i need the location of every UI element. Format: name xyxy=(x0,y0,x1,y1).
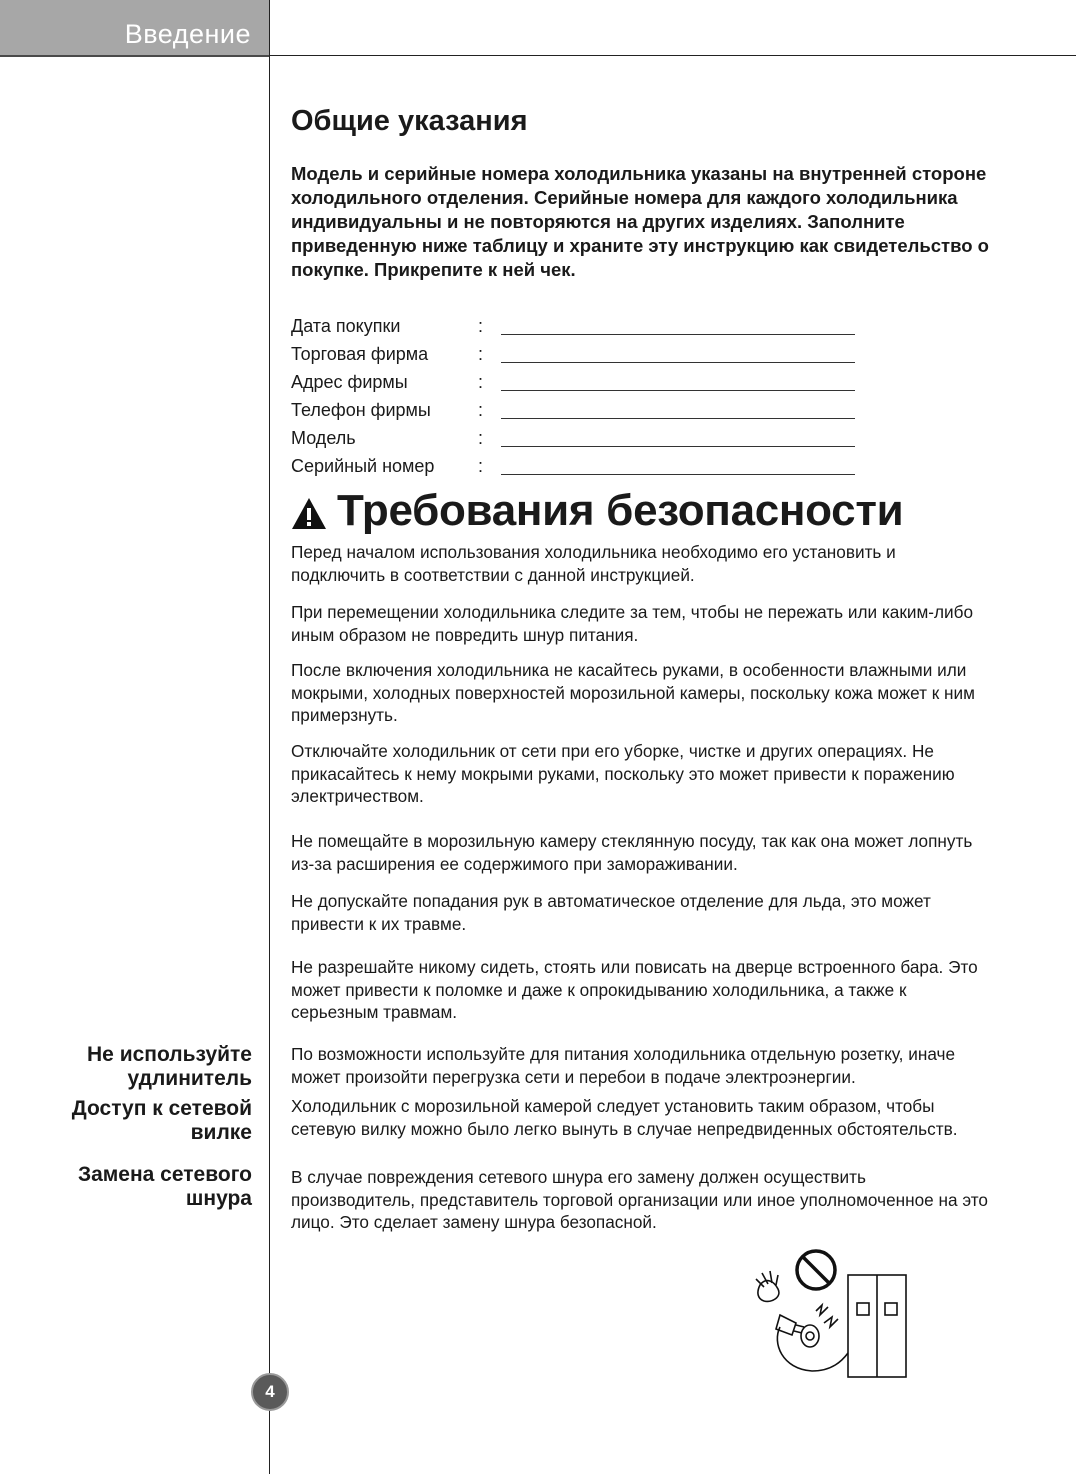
form-row-serial-number xyxy=(291,456,871,484)
form-row-store-phone xyxy=(291,400,871,428)
safety-paragraph: При перемещении холодильника следите за тем, чтобы не пережать или каким-либо иным образом не повредить шнур питания. xyxy=(291,602,974,645)
safety-paragraph: Не допускайте попадания рук в автоматическое отделение для льда, это может привести к их травме. xyxy=(291,891,931,934)
form-fill-line xyxy=(501,474,855,475)
form-label: Адрес фирмы xyxy=(291,372,408,392)
plug-access-label: Доступ к сетевой вилке xyxy=(71,1097,252,1144)
form-colon: : xyxy=(478,344,484,364)
page-number: 4 xyxy=(251,1373,289,1411)
form-colon: : xyxy=(478,428,484,448)
form-fill-line xyxy=(501,362,855,363)
form-label: Модель xyxy=(291,428,356,448)
form-fill-line xyxy=(501,334,855,335)
plug-access-text: Холодильник с морозильной камерой следует установить таким образом, чтобы сетевую вилку можно было легко вынуть в случае непредвиденных обстоятельств. xyxy=(291,1096,958,1139)
cord-replacement-label: Замена сетевого шнура xyxy=(77,1163,252,1210)
safety-paragraph: Отключайте холодильник от сети при его уборке, чистке и других операциях. Не прикасайтесь к нему мокрыми руками, поскольку это может привести к поражению электричеством. xyxy=(291,741,955,806)
section-title: Введение xyxy=(124,19,251,49)
safety-title-text: Требования безопасности xyxy=(337,486,904,535)
cord-replacement-text: В случае повреждения сетевого шнура его замену должен осуществить производитель, представитель торговой организации или иное уполномоченное на это лицо. Это сделает замену шнура безопасной. xyxy=(291,1167,988,1232)
form-row-model xyxy=(291,428,871,456)
section-header-tab xyxy=(0,0,269,57)
extension-label: Не используйте удлинитель xyxy=(87,1043,252,1090)
form-label: Серийный номер xyxy=(291,456,435,476)
form-colon: : xyxy=(478,456,484,476)
form-fill-line xyxy=(501,390,855,391)
safety-paragraph: Не разрешайте никому сидеть, стоять или повисать на дверце встроенного бара. Это может привести к поломке и даже к опрокидыванию холодильника, а также к серьезным травмам. xyxy=(291,957,978,1022)
header-divider xyxy=(269,55,1076,56)
general-title: Общие указания xyxy=(291,105,528,137)
safety-paragraph: Перед началом использования холодильника необходимо его установить и подключить в соответствии с данной инструкцией. xyxy=(291,542,896,585)
general-intro: Модель и серийные номера холодильника указаны на внутренней стороне холодильного отделения. Серийные номера для каждого холодильника индивидуальны и не повторяются на других изделиях. Заполните приведенную ниже таблицу и храните эту инструкцию как свидетельство о покупке. Прикрепите к ней чек. xyxy=(291,163,989,280)
extension-text: По возможности используйте для питания холодильника отдельную розетку, иначе может произойти перегрузка сети и перебои в подаче электроэнергии. xyxy=(291,1044,956,1087)
form-fill-line xyxy=(501,418,855,419)
safety-paragraph: Не помещайте в морозильную камеру стеклянную посуду, так как она может лопнуть из-за расширения ее содержимого при замораживании. xyxy=(291,831,973,874)
safety-title xyxy=(291,486,903,536)
form-label: Телефон фирмы xyxy=(291,400,431,420)
form-row-store-address xyxy=(291,372,871,400)
form-row-store xyxy=(291,344,871,372)
form-label: Дата покупки xyxy=(291,316,401,336)
form-row-purchase-date xyxy=(291,316,871,344)
margin-divider xyxy=(269,0,270,1474)
form-label: Торговая фирма xyxy=(291,344,429,364)
form-colon: : xyxy=(478,316,484,336)
form-colon: : xyxy=(478,400,484,420)
safety-paragraph: После включения холодильника не касайтесь руками, в особенности влажными или мокрыми, холодных поверхностей морозильной камеры, поскольку кожа может к ним примерзнуть. xyxy=(291,660,975,725)
no-wet-hands-plug-icon xyxy=(752,1243,912,1381)
form-colon: : xyxy=(478,372,484,392)
form-fill-line xyxy=(501,446,855,447)
